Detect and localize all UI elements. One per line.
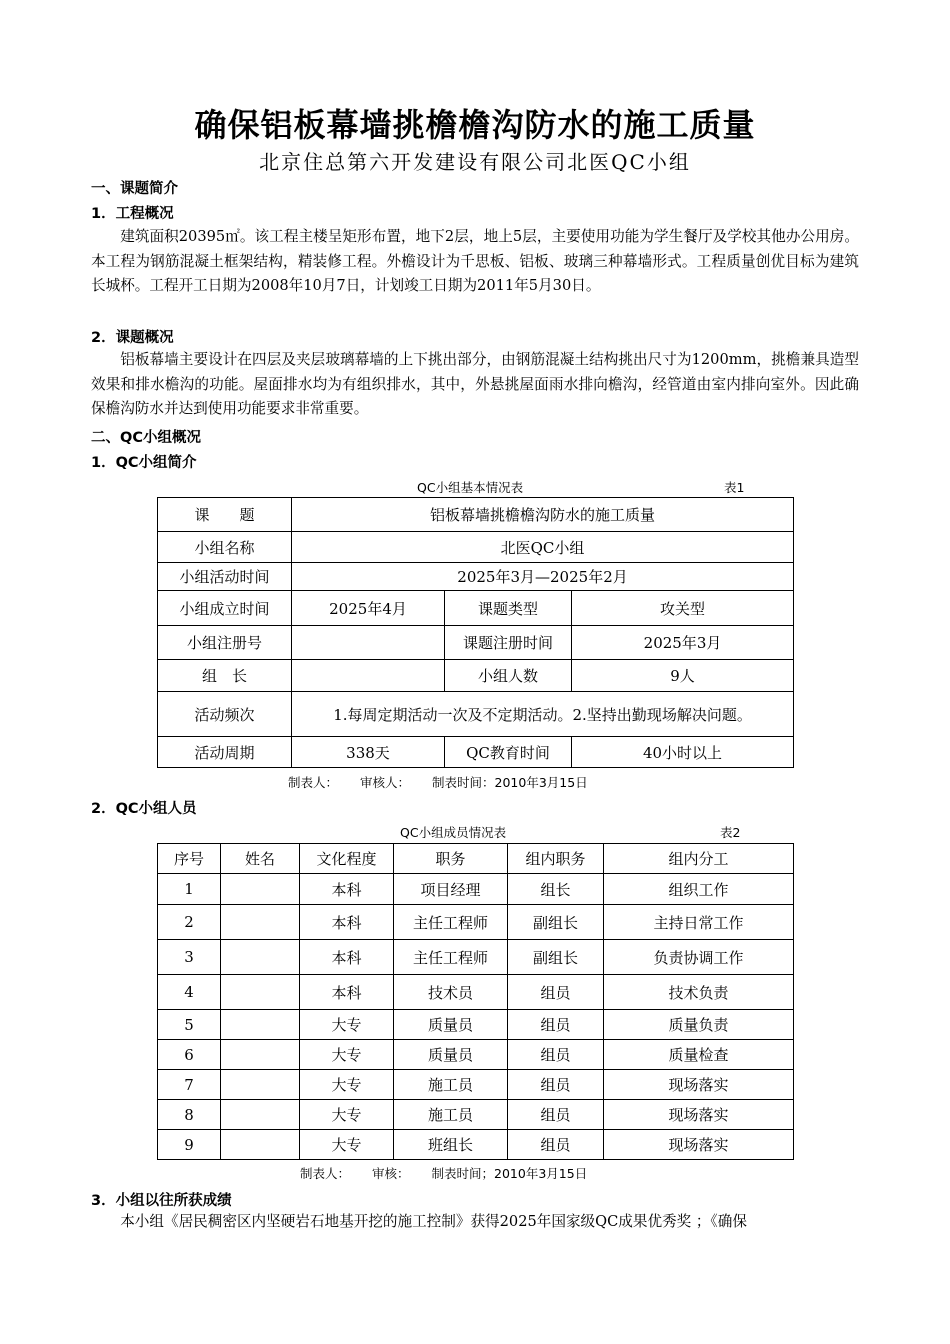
document-title: 确保铝板幕墙挑檐檐沟防水的施工质量 <box>194 106 756 144</box>
table2-cell: 本科 <box>300 975 394 1010</box>
table1-label-period: 活动周期 <box>158 737 292 768</box>
table2-number: 表2 <box>720 825 741 840</box>
table2-cell: 3 <box>158 940 221 975</box>
table2-cell: 组员 <box>508 975 604 1010</box>
table2-cell: 大专 <box>300 1040 394 1070</box>
table2-cell: 质量员 <box>394 1040 508 1070</box>
table1-value-name: 北医QC小组 <box>292 532 794 563</box>
table1-label-leader: 组 长 <box>158 660 292 692</box>
table2-cell: 技术员 <box>394 975 508 1010</box>
table2-cell: 副组长 <box>508 940 604 975</box>
table-row <box>158 1040 794 1070</box>
table2-footer-date: 制表时间；2010年3月15日 <box>431 1166 588 1181</box>
table1-value-reg <box>292 626 445 660</box>
table2-cell <box>221 905 300 940</box>
table1-label-count: 小组人数 <box>445 660 572 692</box>
table2-cell: 6 <box>158 1040 221 1070</box>
table2-cell: 项目经理 <box>394 874 508 905</box>
table2-cell <box>221 1100 300 1130</box>
table-row <box>158 874 794 905</box>
subsection-heading-qc-members: 2．QC小组人员 <box>91 801 197 817</box>
table2-header-row <box>158 844 794 874</box>
table2-cell: 质量检查 <box>604 1040 794 1070</box>
table1-footer-date: 制表时间：2010年3月15日 <box>432 775 588 790</box>
table2-cell: 组织工作 <box>604 874 794 905</box>
table2-cell: 主任工程师 <box>394 905 508 940</box>
subsection-heading-achievements: 3．小组以往所获成绩 <box>91 1193 232 1209</box>
table2-cell: 组长 <box>508 874 604 905</box>
table2-cell: 主持日常工作 <box>604 905 794 940</box>
table2-cell: 施工员 <box>394 1100 508 1130</box>
table2-cell: 主任工程师 <box>394 940 508 975</box>
table1-number: 表1 <box>724 480 745 495</box>
table2-cell: 副组长 <box>508 905 604 940</box>
table2-cell: 本科 <box>300 874 394 905</box>
table2-cell: 现场落实 <box>604 1070 794 1100</box>
table1-value-regtime: 2025年3月 <box>572 626 794 660</box>
table2-cell <box>221 1130 300 1160</box>
table2-cell: 技术负责 <box>604 975 794 1010</box>
table2-cell: 组员 <box>508 1100 604 1130</box>
section-heading-2: 二、QC小组概况 <box>91 430 201 446</box>
table2-header-cell: 组内分工 <box>604 844 794 874</box>
table2-cell: 大专 <box>300 1130 394 1160</box>
table2-cell <box>221 1040 300 1070</box>
table2-cell <box>221 975 300 1010</box>
table1-value-edu: 40小时以上 <box>572 737 794 768</box>
table1-label-name: 小组名称 <box>158 532 292 563</box>
table1-value-active: 2025年3月—2025年2月 <box>292 563 794 591</box>
table2-cell: 质量员 <box>394 1010 508 1040</box>
table2-cell: 5 <box>158 1010 221 1040</box>
table-row <box>158 975 794 1010</box>
table2-header-cell: 文化程度 <box>300 844 394 874</box>
table-row <box>158 940 794 975</box>
table1-value-freq: 1.每周定期活动一次及不定期活动。2.坚持出勤现场解决问题。 <box>292 692 794 737</box>
table1-caption: QC小组基本情况表 <box>417 480 524 495</box>
table2-cell: 负责协调工作 <box>604 940 794 975</box>
table1-label-regtime: 课题注册时间 <box>445 626 572 660</box>
table2-cell: 施工员 <box>394 1070 508 1100</box>
qc-basic-info-table <box>157 497 794 768</box>
document-subtitle: 北京住总第六开发建设有限公司北医QC小组 <box>259 150 691 174</box>
table2-cell: 8 <box>158 1100 221 1130</box>
table1-label-found: 小组成立时间 <box>158 591 292 626</box>
table2-cell: 2 <box>158 905 221 940</box>
table2-cell <box>221 1070 300 1100</box>
table1-label-type: 课题类型 <box>445 591 572 626</box>
table1-value-period: 338天 <box>292 737 445 768</box>
table1-label-topic: 课 题 <box>158 498 292 532</box>
section-heading-1: 一、课题简介 <box>91 181 178 197</box>
table-row <box>158 1130 794 1160</box>
table2-cell: 现场落实 <box>604 1130 794 1160</box>
table2-cell: 组员 <box>508 1040 604 1070</box>
table2-cell: 大专 <box>300 1070 394 1100</box>
table1-label-reg: 小组注册号 <box>158 626 292 660</box>
table2-cell: 组员 <box>508 1070 604 1100</box>
table1-value-found: 2025年4月 <box>292 591 445 626</box>
table2-cell: 本科 <box>300 905 394 940</box>
table2-cell: 9 <box>158 1130 221 1160</box>
table2-header-cell: 姓名 <box>221 844 300 874</box>
paragraph-achievements: 本小组《居民稠密区内坚硬岩石地基开挖的施工控制》获得2025年国家级QC成果优秀奖 ；《确保 <box>120 1213 747 1230</box>
table2-cell: 7 <box>158 1070 221 1100</box>
table2-cell: 大专 <box>300 1010 394 1040</box>
table1-label-active: 小组活动时间 <box>158 563 292 591</box>
paragraph-topic-overview: 铝板幕墙主要设计在四层及夹层玻璃幕墙的上下挑出部分，由钢筋混凝土结构挑出尺寸为1200mm，挑檐兼具造型效果和排水檐沟的功能。屋面排水均为有组织排水，其中，外悬挑屋面雨水排向檐沟，经管道由室内排向室外。因此确保檐沟防水并达到使用功能要求非常重要。 <box>91 351 859 417</box>
table2-header-cell: 职务 <box>394 844 508 874</box>
table2-footer-reviewer: 审核： <box>372 1166 410 1181</box>
subsection-heading-qc-intro: 1．QC小组简介 <box>91 455 197 471</box>
table2-cell <box>221 874 300 905</box>
table2-cell: 质量负责 <box>604 1010 794 1040</box>
subsection-heading-project-overview: 1．工程概况 <box>91 206 174 222</box>
table-row <box>158 1100 794 1130</box>
table2-header-cell: 序号 <box>158 844 221 874</box>
qc-members-table <box>157 843 794 1160</box>
table2-cell: 组员 <box>508 1010 604 1040</box>
table2-cell: 1 <box>158 874 221 905</box>
table2-footer-maker: 制表人： <box>300 1166 351 1181</box>
table2-cell: 本科 <box>300 940 394 975</box>
table1-value-leader <box>292 660 445 692</box>
table2-cell: 班组长 <box>394 1130 508 1160</box>
table2-cell: 现场落实 <box>604 1100 794 1130</box>
table-row <box>158 905 794 940</box>
table1-value-topic: 铝板幕墙挑檐檐沟防水的施工质量 <box>292 498 794 532</box>
table2-cell <box>221 940 300 975</box>
table2-cell <box>221 1010 300 1040</box>
table2-cell: 4 <box>158 975 221 1010</box>
paragraph-project-overview: 建筑面积20395㎡。该工程主楼呈矩形布置，地下2层，地上5层，主要使用功能为学生餐厅及学校其他办公用房。本工程为钢筋混凝土框架结构，精装修工程。外檐设计为千思板、铝板、玻璃三种幕墙形式。工程质量创优目标为建筑长城杯。工程开工日期为2008年10月7日，计划竣工日期为2011年5月30日。 <box>91 228 859 294</box>
table2-header-cell: 组内职务 <box>508 844 604 874</box>
table2-cell: 组员 <box>508 1130 604 1160</box>
table1-footer-maker: 制表人： <box>288 775 339 790</box>
table1-footer-reviewer: 审核人： <box>360 775 411 790</box>
table1-label-edu: QC教育时间 <box>445 737 572 768</box>
table2-footer <box>300 1164 609 1182</box>
table2-caption: QC小组成员情况表 <box>400 825 507 840</box>
table2-cell: 大专 <box>300 1100 394 1130</box>
table1-footer <box>288 773 610 791</box>
table-row <box>158 1070 794 1100</box>
subsection-heading-topic-overview: 2．课题概况 <box>91 330 174 346</box>
table1-value-count: 9人 <box>572 660 794 692</box>
table1-label-freq: 活动频次 <box>158 692 292 737</box>
table1-value-type: 攻关型 <box>572 591 794 626</box>
table-row <box>158 1010 794 1040</box>
